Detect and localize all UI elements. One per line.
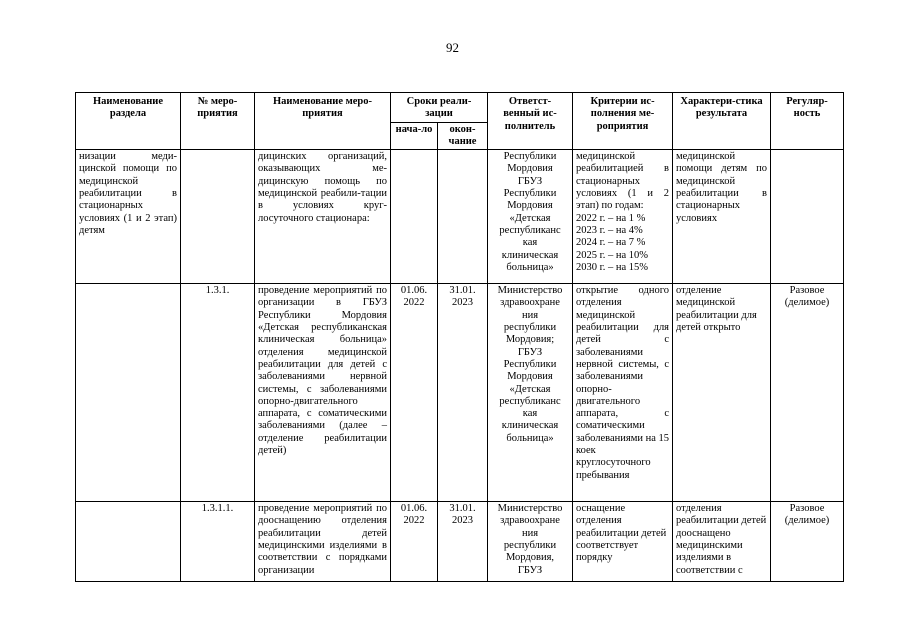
cell-responsible: Министерство здравоохране ния республики Мордовия; ГБУЗ Республики Мордовия «Детская республиканс кая клиническая больница»: [488, 284, 573, 502]
cell-measure-no: 1.3.1.1.: [181, 502, 255, 582]
cell-criteria: медицинской реабилитацией в стационарных условиях (1 и 2 этап) по годам: 2022 г. – на 1 % 2023 г. – на 4% 2024 г. – на 7 % 2025 г. – на 10% 2030 г. – на 15%: [573, 150, 673, 284]
cell-end: 31.01. 2023: [438, 284, 488, 502]
table-row: [76, 284, 844, 502]
measures-table: [75, 92, 844, 582]
cell-section: низации меди-цинской помощи по медицинской реабилитации в стационарных условиях (1 и 2 этап) детям: [76, 150, 181, 284]
header-regularity: Регуляр-ность: [771, 93, 844, 150]
cell-end: [438, 150, 488, 284]
cell-end: 31.01. 2023: [438, 502, 488, 582]
table-row: [76, 502, 844, 582]
header-measure-name: Наименование меро-приятия: [255, 93, 391, 150]
cell-criteria: открытие одного отделения медицинской реабилитации для детей с заболеваниями нервной системы, с заболеваниями опорно-двигательного аппарата, с соматическими заболеваниями на 15 коек круглосуточного пребывания: [573, 284, 673, 502]
cell-section: [76, 502, 181, 582]
cell-measure-no: [181, 150, 255, 284]
header-start: нача-ло: [391, 122, 438, 150]
cell-measure-name: проведение мероприятий по дооснащению отделения реабилитации детей медицинскими изделиями в соответствии с порядками организации: [255, 502, 391, 582]
cell-measure-name: проведение мероприятий по организации в ГБУЗ Республики Мордовия «Детская республиканская клиническая больница» отделения медицинской реабилитации для детей с заболеваниями нервной системы, с заболеваниями опорно-двигательного аппарата, с соматическими заболеваниями (далее – отделение реабилитации детей): [255, 284, 391, 502]
cell-regularity: [771, 150, 844, 284]
cell-start: 01.06. 2022: [391, 284, 438, 502]
cell-start: [391, 150, 438, 284]
cell-result: медицинской помощи детям по медицинской реабилитации в стационарных условиях: [673, 150, 771, 284]
cell-criteria: оснащение отделения реабилитации детей соответствует порядку: [573, 502, 673, 582]
cell-responsible: Республики Мордовия ГБУЗ Республики Мордовия «Детская республиканс кая клиническая больница»: [488, 150, 573, 284]
cell-regularity: Разовое (делимое): [771, 284, 844, 502]
cell-result: отделения реабилитации детей дооснащено медицинскими изделиями в соответствии с: [673, 502, 771, 582]
cell-measure-no: 1.3.1.: [181, 284, 255, 502]
header-result: Характери-стика результата: [673, 93, 771, 150]
header-measure-no: № меро-приятия: [181, 93, 255, 150]
cell-regularity: Разовое (делимое): [771, 502, 844, 582]
page-number: 92: [446, 40, 459, 55]
header-terms: Сроки реали-зации: [391, 93, 488, 123]
cell-start: 01.06. 2022: [391, 502, 438, 582]
header-row: [76, 93, 844, 123]
header-end: окон-чание: [438, 122, 488, 150]
header-responsible: Ответст-венный ис-полнитель: [488, 93, 573, 150]
table-row: [76, 150, 844, 284]
cell-responsible: Министерство здравоохране ния республики Мордовия, ГБУЗ: [488, 502, 573, 582]
cell-measure-name: дицинских организаций, оказывающих ме-дицинскую помощь по медицинской реабили-тации в условиях круг-лосуточного стационара:: [255, 150, 391, 284]
cell-section: [76, 284, 181, 502]
header-criteria: Критерии ис-полнения ме-роприятия: [573, 93, 673, 150]
header-section: Наименование раздела: [76, 93, 181, 150]
cell-result: отделение медицинской реабилитации для детей открыто: [673, 284, 771, 502]
